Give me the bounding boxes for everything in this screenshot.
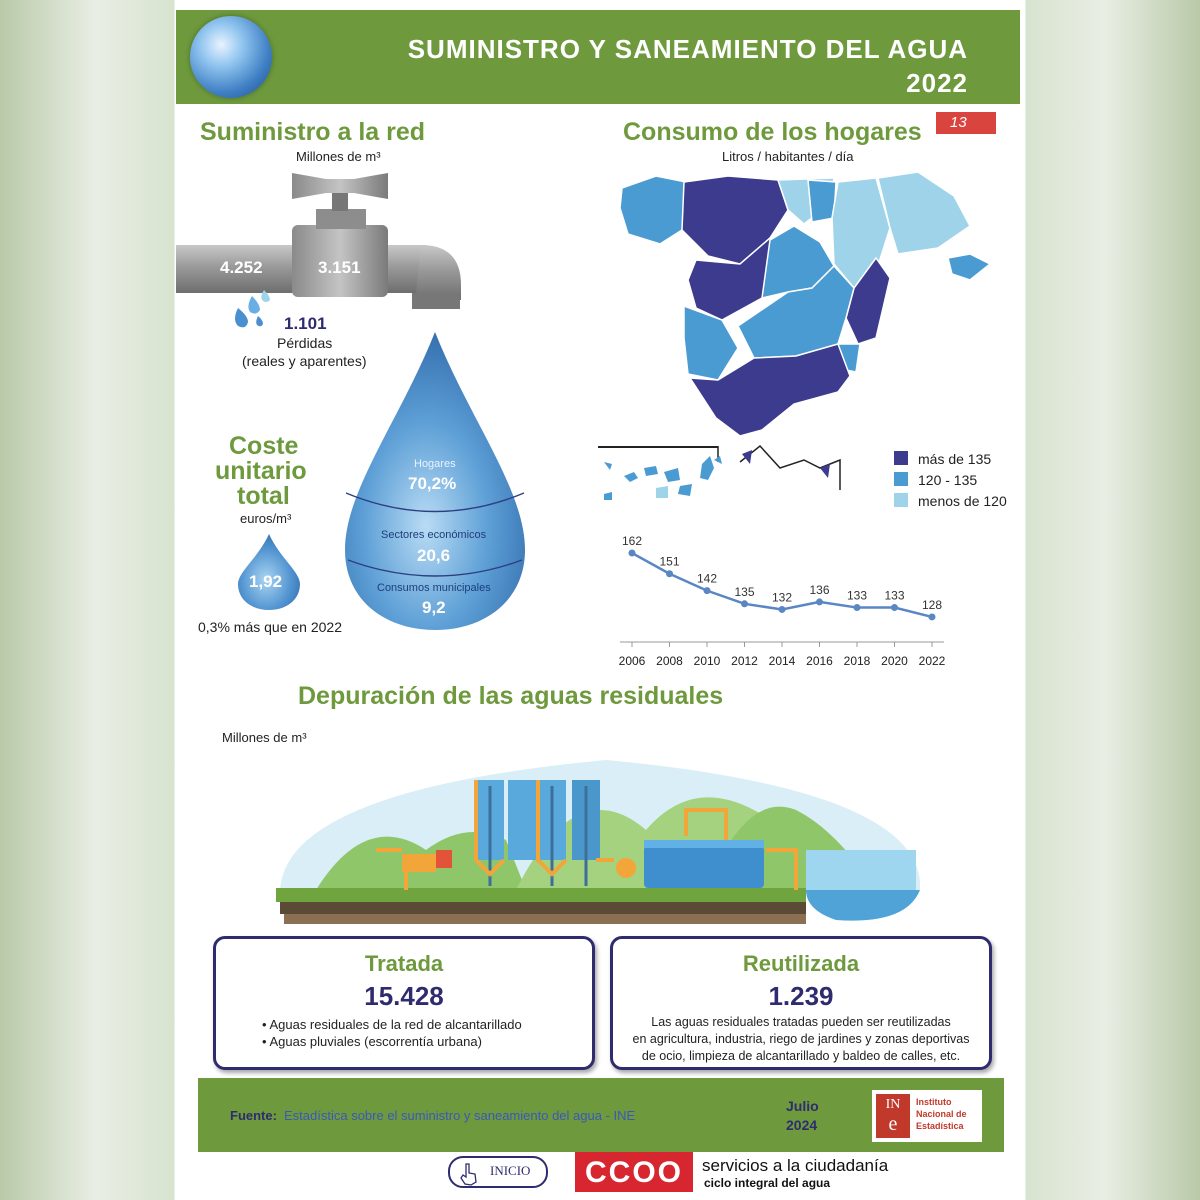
ine-logo: [872, 1090, 982, 1142]
source-link[interactable]: Estadística sobre el suministro y saneamiento del agua - INE: [284, 1108, 636, 1123]
treated-value: 15.428: [364, 981, 444, 1011]
treated-card: [213, 936, 595, 1070]
losses-label: Pérdidas: [277, 335, 333, 351]
x-tick-label: 2008: [656, 654, 683, 668]
drop-value-municipales: 9,2: [422, 598, 446, 617]
treated-item-1: • Aguas residuales de la red de alcantarillado: [262, 1017, 522, 1032]
ine-logo-mark-bottom: e: [888, 1113, 898, 1135]
data-label: 162: [621, 534, 643, 549]
losses-note: (reales y aparentes): [242, 353, 367, 369]
consumption-title: Consumo de los hogares: [623, 118, 922, 146]
legend-swatch-low: [894, 493, 908, 507]
ine-name-l1: Instituto: [916, 1097, 952, 1107]
brand-line2: ciclo integral del agua: [704, 1176, 831, 1190]
legend-label-high: más de 135: [918, 451, 992, 467]
data-point: [891, 604, 898, 611]
treated-title: Tratada: [364, 951, 444, 976]
data-point: [816, 598, 823, 605]
data-point: [854, 604, 861, 611]
treated-item-2: • Aguas pluviales (escorrentía urbana): [262, 1034, 482, 1049]
source-label: Fuente:: [230, 1108, 277, 1123]
treatment-plant-illustration: [276, 750, 936, 930]
ine-logo-mark-top: IN: [885, 1097, 901, 1112]
cost-title-l1: Coste: [229, 432, 299, 460]
date-year: 2024: [786, 1117, 818, 1133]
supply-title: Suministro a la red: [200, 118, 426, 146]
drop-value-sectores: 20,6: [417, 546, 451, 565]
reused-title: Reutilizada: [742, 951, 860, 976]
inicio-label: INICIO: [490, 1163, 531, 1178]
treated-item-1-text: Aguas residuales de la red de alcantarillado: [269, 1017, 522, 1032]
data-point: [704, 587, 711, 594]
data-point: [666, 570, 673, 577]
page-tag-number: 13: [950, 114, 967, 131]
x-tick-label: 2016: [806, 654, 833, 668]
data-label: 133: [884, 588, 905, 603]
data-label: 128: [921, 597, 943, 612]
page-year: 2022: [906, 68, 968, 98]
legend-label-low: menos de 120: [918, 493, 1007, 509]
losses-value: 1.101: [284, 314, 327, 333]
reused-text-1: Las aguas residuales tratadas pueden ser reutilizadas: [651, 1015, 951, 1029]
hand-pointer-icon: [458, 1162, 480, 1186]
drop-label-sectores: Sectores económicos: [381, 529, 487, 541]
consumption-unit: Litros / habitantes / día: [722, 149, 854, 164]
ccoo-logo-text: CCOO: [585, 1156, 683, 1189]
supply-unit: Millones de m³: [296, 149, 381, 164]
ine-name: [916, 1096, 967, 1132]
data-point: [741, 600, 748, 607]
cost-note: 0,3% más que en 2022: [198, 619, 342, 635]
treated-item-2-text: Aguas pluviales (escorrentía urbana): [269, 1034, 482, 1049]
treatment-title: Depuración de las aguas residuales: [298, 682, 724, 710]
data-label: 136: [809, 582, 830, 597]
reused-text-2: en agricultura, industria, riego de jardines y zonas deportivas: [632, 1032, 970, 1046]
inicio-button[interactable]: [448, 1156, 548, 1188]
x-tick-label: 2010: [693, 654, 721, 668]
cost-value: 1,92: [249, 572, 283, 591]
data-point: [929, 613, 936, 620]
cost-title-l2: unitario: [215, 457, 307, 485]
x-tick-label: 2022: [918, 654, 946, 668]
ccoo-logo: [575, 1152, 693, 1192]
x-tick-label: 2014: [768, 654, 796, 668]
reused-card: [610, 936, 992, 1070]
supply-distributed-value: 3.151: [318, 258, 361, 277]
legend-label-mid: 120 - 135: [918, 472, 978, 488]
drop-value-hogares: 70,2%: [408, 474, 457, 493]
data-label: 142: [696, 571, 718, 586]
x-tick-label: 2006: [618, 654, 646, 668]
x-tick-label: 2020: [881, 654, 908, 668]
ine-name-l3: Estadística: [916, 1121, 964, 1131]
data-label: 135: [734, 584, 755, 599]
legend-swatch-high: [894, 451, 908, 465]
header-banner: [176, 10, 1020, 104]
date-month: Julio: [786, 1098, 819, 1114]
x-tick-label: 2012: [731, 654, 758, 668]
page-tag-badge: [936, 112, 996, 134]
data-point: [779, 606, 786, 613]
data-label: 133: [846, 588, 868, 603]
faucet-icon: [176, 165, 466, 325]
ine-logo-mark: [876, 1094, 910, 1138]
ine-name-l2: Nacional de: [916, 1109, 967, 1119]
reused-text-3: de ocio, limpieza de alcantarillado y baldeo de calles, etc.: [641, 1049, 961, 1063]
data-label: 151: [659, 554, 680, 569]
x-tick-label: 2018: [843, 654, 871, 668]
treatment-unit: Millones de m³: [222, 730, 307, 745]
legend-swatch-mid: [894, 472, 908, 486]
drop-label-municipales: Consumos municipales: [377, 582, 491, 594]
footer-bar: [198, 1078, 1004, 1152]
consumption-line-chart: [600, 520, 970, 675]
brand-line1: servicios a la ciudadanía: [702, 1156, 889, 1175]
data-label: 132: [771, 590, 793, 605]
cost-unit: euros/m³: [240, 511, 292, 526]
supply-total-value: 4.252: [220, 258, 263, 277]
reused-value: 1.239: [768, 981, 834, 1011]
drop-label-hogares: Hogares: [414, 458, 456, 470]
globe-icon: [190, 16, 272, 98]
leak-drops-icon: [228, 286, 278, 334]
page-title: SUMINISTRO Y SANEAMIENTO DEL AGUA: [407, 34, 968, 64]
cost-title-l3: total: [237, 482, 290, 510]
data-point: [629, 550, 636, 557]
